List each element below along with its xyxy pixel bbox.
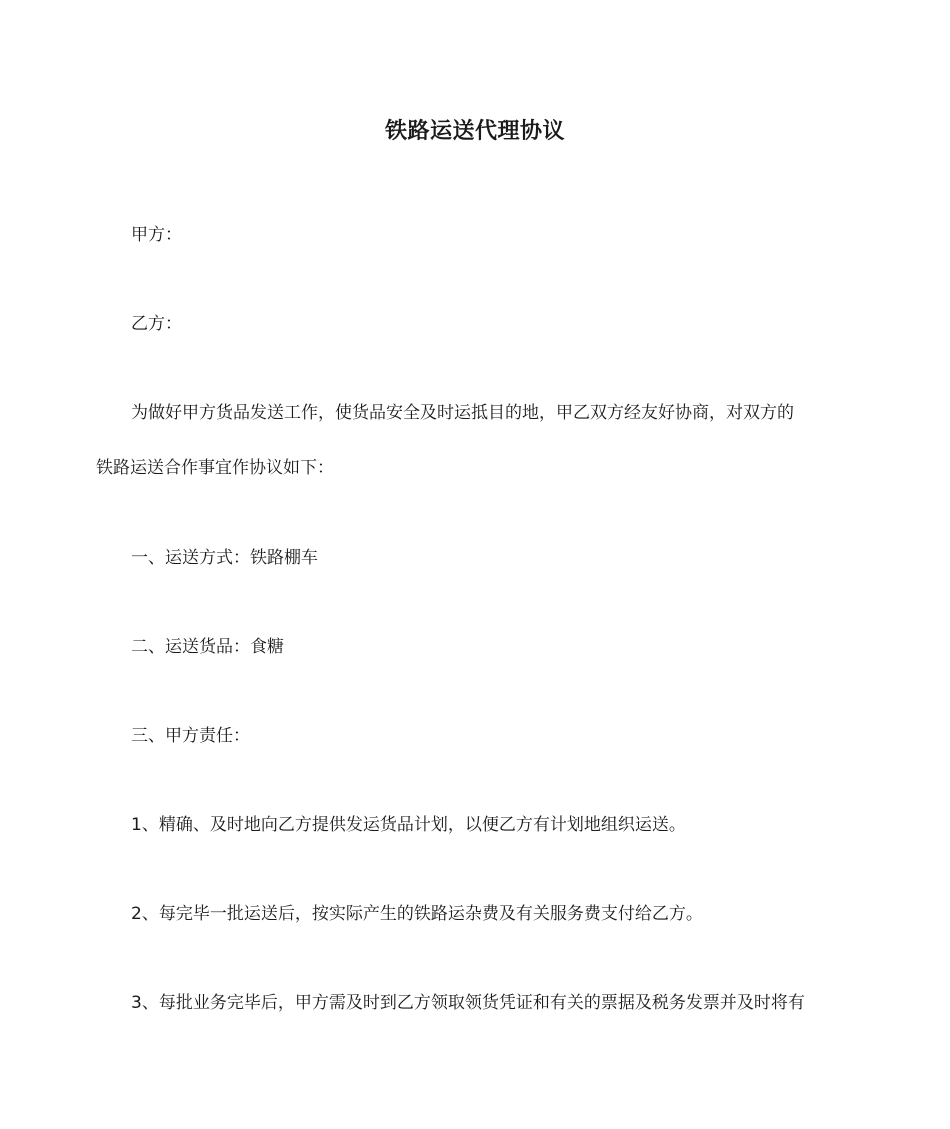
party-b-label: 乙方： — [131, 314, 182, 334]
party-a-label: 甲方： — [131, 225, 182, 245]
clause-party-a-duties: 三、甲方责任： — [131, 726, 250, 746]
intro-paragraph-line-1: 为做好甲方货品发送工作，使货品安全及时运抵目的地，甲乙双方经友好协商，对双方的 — [131, 403, 794, 423]
duty-item-3: 3、每批业务完毕后，甲方需及时到乙方领取领货凭证和有关的票据及税务发票并及时将有 — [131, 993, 805, 1013]
intro-paragraph-line-2: 铁路运送合作事宜作协议如下： — [96, 458, 334, 478]
duty-item-1: 1、精确、及时地向乙方提供发运货品计划，以便乙方有计划地组织运送。 — [131, 815, 686, 835]
clause-transport-method: 一、运送方式：铁路棚车 — [131, 548, 318, 568]
duty-item-2: 2、每完毕一批运送后，按实际产生的铁路运杂费及有关服务费支付给乙方。 — [131, 904, 703, 924]
clause-transport-goods: 二、运送货品：食糖 — [131, 637, 284, 657]
document-title: 铁路运送代理协议 — [384, 119, 565, 144]
